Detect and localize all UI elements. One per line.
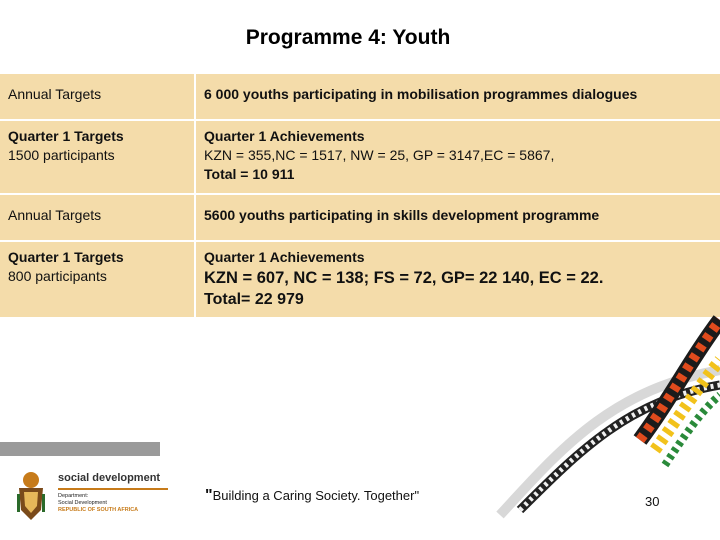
row2-cell-b bbox=[195, 120, 720, 194]
row1-label: Annual Targets bbox=[0, 73, 195, 120]
row2-value: 1500 participants bbox=[8, 147, 115, 163]
table-row bbox=[0, 73, 720, 120]
row4-label: Quarter 1 Targets bbox=[8, 249, 124, 265]
row4-cell-a bbox=[0, 241, 195, 317]
row2-achievements: KZN = 355,NC = 1517, NW = 25, GP = 3147,EC = 5867, bbox=[204, 147, 555, 163]
department-subtitle bbox=[58, 493, 138, 514]
slogan-text: Building a Caring Society. Together" bbox=[212, 488, 420, 503]
row4-total: Total= 22 979 bbox=[204, 291, 304, 308]
dept-sub-2: Social Development bbox=[58, 500, 107, 506]
row2-label: Quarter 1 Targets bbox=[8, 128, 124, 144]
table-row bbox=[0, 194, 720, 241]
row2-heading: Quarter 1 Achievements bbox=[204, 128, 365, 144]
row2-total: Total = 10 911 bbox=[204, 166, 295, 182]
row3-target-text: 5600 youths participating in skills development programme bbox=[195, 194, 720, 241]
row1-target-text: 6 000 youths participating in mobilisation programmes dialogues bbox=[195, 73, 720, 120]
table-row bbox=[0, 120, 720, 194]
row4-heading: Quarter 1 Achievements bbox=[204, 249, 365, 265]
logo-divider bbox=[58, 488, 168, 490]
slide-title: Programme 4: Youth bbox=[245, 26, 451, 49]
coat-of-arms-icon bbox=[14, 470, 48, 522]
row4-achievements: KZN = 607, NC = 138; FS = 72, GP= 22 140, EC = 22. bbox=[204, 269, 604, 287]
slogan-open-quote: " bbox=[205, 487, 213, 504]
gray-band bbox=[0, 442, 160, 456]
row2-cell-a bbox=[0, 120, 195, 194]
dept-sub-1: Department: bbox=[58, 493, 89, 499]
department-name: social development bbox=[58, 472, 161, 484]
beadwork-decoration bbox=[490, 300, 720, 520]
page-number: 30 bbox=[645, 494, 660, 509]
row3-label: Annual Targets bbox=[0, 194, 195, 241]
row4-value: 800 participants bbox=[8, 268, 107, 284]
slogan bbox=[205, 487, 419, 505]
targets-table bbox=[0, 72, 720, 317]
department-logo bbox=[14, 470, 164, 526]
dept-sub-3: REPUBLIC OF SOUTH AFRICA bbox=[58, 507, 139, 513]
